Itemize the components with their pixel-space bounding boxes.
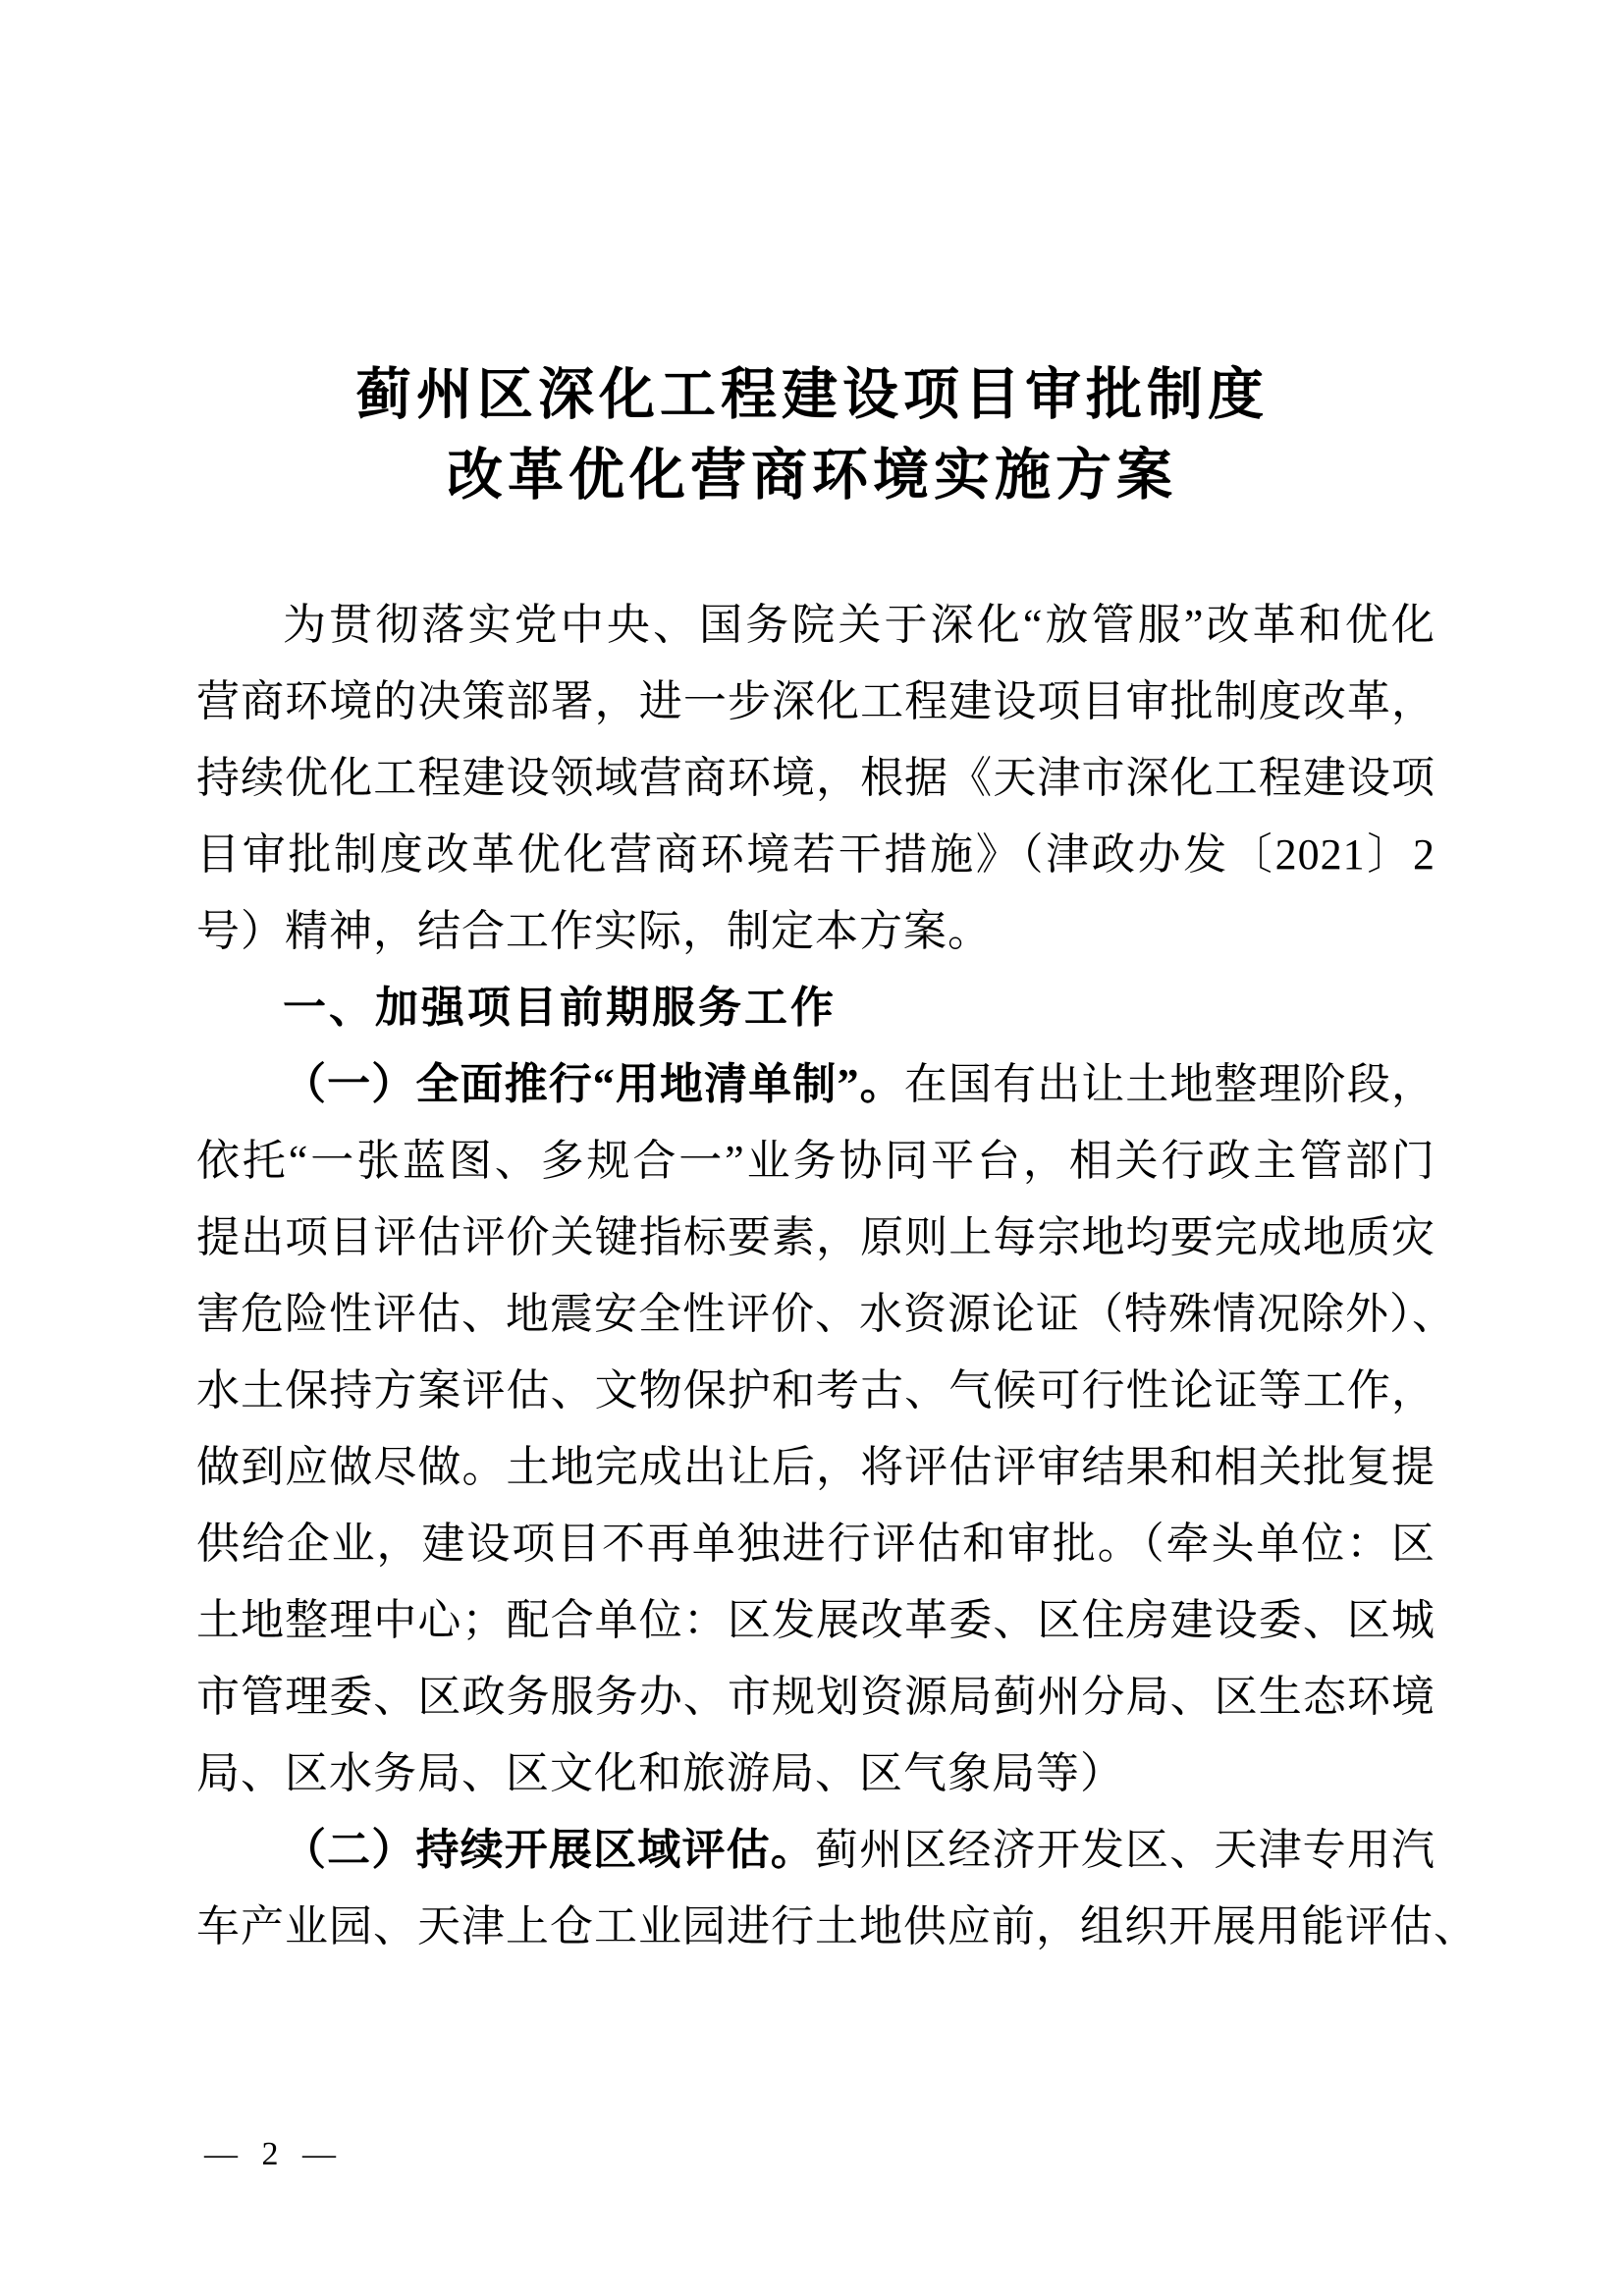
item-lead-bold: （一）全面推行“用地清单制”。: [283, 1060, 904, 1108]
section-heading: 一、加强项目前期服务工作: [283, 984, 837, 1032]
text-line: 做到应做尽做。土地完成出让后，将评估评审结果和相关批复提: [196, 1443, 1435, 1491]
text-line: 土地整理中心；配合单位：区发展改革委、区住房建设委、区城: [196, 1596, 1435, 1644]
doc-title-line-1: 蓟州区深化工程建设项目审批制度: [355, 364, 1269, 426]
text-line: 市管理委、区政务服务办、市规划资源局蓟州分局、区生态环境: [196, 1673, 1435, 1721]
doc-title-line-2: 改革优化营商环境实施方案: [447, 445, 1177, 507]
text-line: 目审批制度改革优化营商环境若干措施》（津政办发〔2021〕2: [196, 830, 1435, 879]
text-line: 车产业园、天津上仓工业园进行土地供应前，组织开展用能评估、: [196, 1902, 1478, 1950]
text-line: [196, 1812, 1435, 1889]
document-title: [0, 355, 1624, 516]
text-line: 持续优化工程建设领域营商环境，根据《天津市深化工程建设项: [196, 754, 1435, 802]
text-line: 依托“一张蓝图、多规合一”业务协同平台，相关行政主管部门: [196, 1137, 1435, 1185]
text-line: 为贯彻落实党中央、国务院关于深化“放管服”改革和优化: [283, 601, 1435, 649]
text-line: 局、区水务局、区文化和旅游局、区气象局等）: [196, 1749, 1124, 1797]
text-line: [196, 1046, 1435, 1123]
text-line: 水土保持方案评估、文物保护和考古、气候可行性论证等工作，: [196, 1366, 1435, 1415]
item-lead-rest: 蓟州区经济开发区、天津专用汽: [814, 1826, 1436, 1874]
text-line: 号）精神，结合工作实际，制定本方案。: [196, 907, 992, 955]
item-lead-bold: （二）持续开展区域评估。: [283, 1826, 815, 1874]
page-number: — 2 —: [204, 2136, 344, 2172]
document-body: [196, 587, 1478, 1965]
text-line: 提出项目评估评价关键指标要素，原则上每宗地均要完成地质灾: [196, 1213, 1435, 1261]
text-line: 营商环境的决策部署，进一步深化工程建设项目审批制度改革，: [196, 677, 1435, 725]
text-line: 供给企业，建设项目不再单独进行评估和审批。（牵头单位：区: [196, 1520, 1435, 1568]
text-line: 害危险性评估、地震安全性评价、水资源论证（特殊情况除外）、: [196, 1290, 1456, 1338]
item-lead-rest: 在国有出让土地整理阶段，: [903, 1060, 1436, 1108]
